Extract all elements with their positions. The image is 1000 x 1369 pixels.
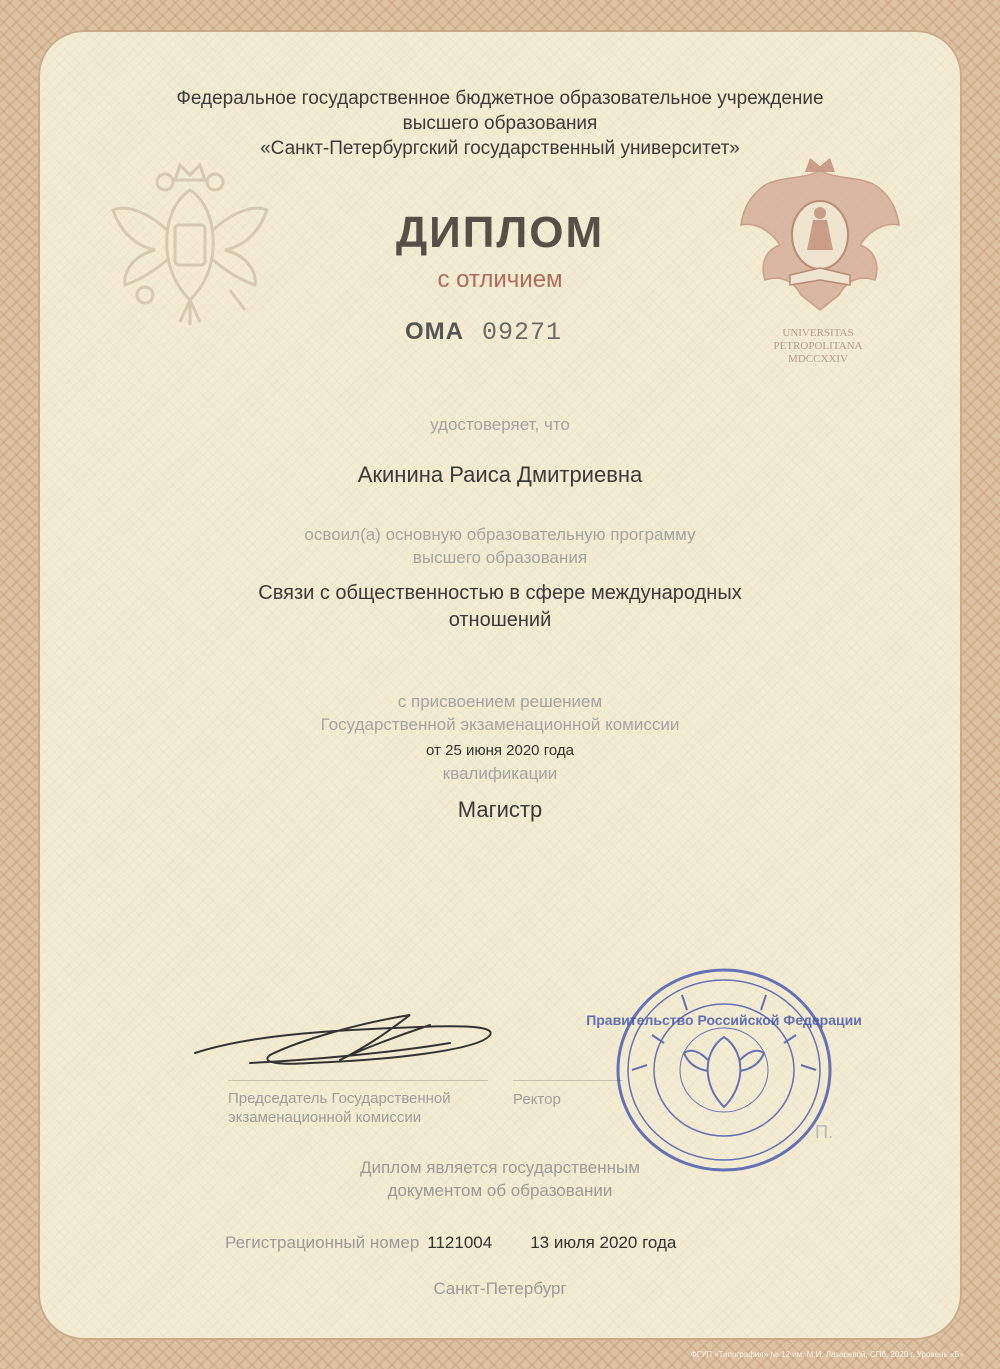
- issue-city: Санкт-Петербург: [433, 1279, 567, 1298]
- statement-line: Диплом является государственным: [360, 1158, 640, 1177]
- mastered-line: освоил(а) основную образовательную программу: [304, 525, 696, 544]
- holder-name: Акинина Раиса Дмитриевна: [357, 462, 643, 487]
- awarded-line: с присвоением решением: [397, 692, 603, 711]
- mastered-line: высшего образования: [412, 548, 588, 567]
- rector-label: Ректор: [513, 1091, 561, 1108]
- series-code: ОМА: [405, 318, 464, 345]
- seal-text: Правительство Российской Федерации: [586, 1012, 862, 1028]
- statement-line: документом об образовании: [387, 1181, 613, 1200]
- crest-motto-line: UNIVERSITAS: [782, 327, 854, 339]
- rector-signature-icon: [190, 1005, 500, 1075]
- institution-line: «Санкт-Петербургский государственный университет»: [260, 138, 740, 159]
- mastered-text: [0, 523, 1000, 569]
- qualification: Магистр: [457, 797, 543, 822]
- qualification-label: квалификации: [442, 764, 558, 783]
- official-seal-stamp-icon: [586, 965, 862, 1175]
- institution-line: высшего образования: [402, 113, 598, 134]
- rector-signature-line: [513, 1080, 623, 1081]
- program-line: отношений: [448, 609, 552, 631]
- certifies-text: удостоверяет, что: [430, 415, 570, 434]
- program-line: Связи с общественностью в сфере международных: [258, 582, 742, 604]
- crest-motto-line: PETROPOLITANA: [773, 340, 863, 352]
- chair-label: [228, 1089, 451, 1127]
- registration-number: 1121004: [427, 1233, 493, 1252]
- institution-line: Федеральное государственное бюджетное образовательное учреждение: [176, 88, 824, 109]
- diploma-number: 09271: [482, 318, 563, 347]
- chair-label-line: Председатель Государственной: [228, 1090, 451, 1107]
- chair-label-line: экзаменационной комиссии: [228, 1109, 422, 1126]
- printer-note: ФГУП «Типография» № 12 им. М.И. Лазаревой, СПб, 2020 г. Уровень «Б»: [690, 1350, 964, 1359]
- honors-subtitle: с отличием: [437, 266, 563, 293]
- chair-signature-line: [228, 1080, 488, 1081]
- awarded-line: Государственной экзаменационной комиссии: [320, 715, 680, 734]
- awarded-text: [0, 690, 1000, 736]
- registration-row: [225, 1233, 676, 1253]
- program-name: [0, 580, 1000, 634]
- registration-date: 13 июля 2020 года: [530, 1233, 677, 1252]
- registration-label: Регистрационный номер: [225, 1233, 420, 1252]
- decision-date: от 25 июня 2020 года: [426, 742, 574, 759]
- institution-heading: [0, 86, 1000, 161]
- document-title: ДИПЛОМ: [395, 208, 605, 257]
- state-document-statement: [0, 1156, 1000, 1202]
- serial-number: [405, 318, 562, 347]
- rector-initial: П.: [815, 1122, 833, 1142]
- crest-motto-line: MDCCXXIV: [788, 353, 848, 365]
